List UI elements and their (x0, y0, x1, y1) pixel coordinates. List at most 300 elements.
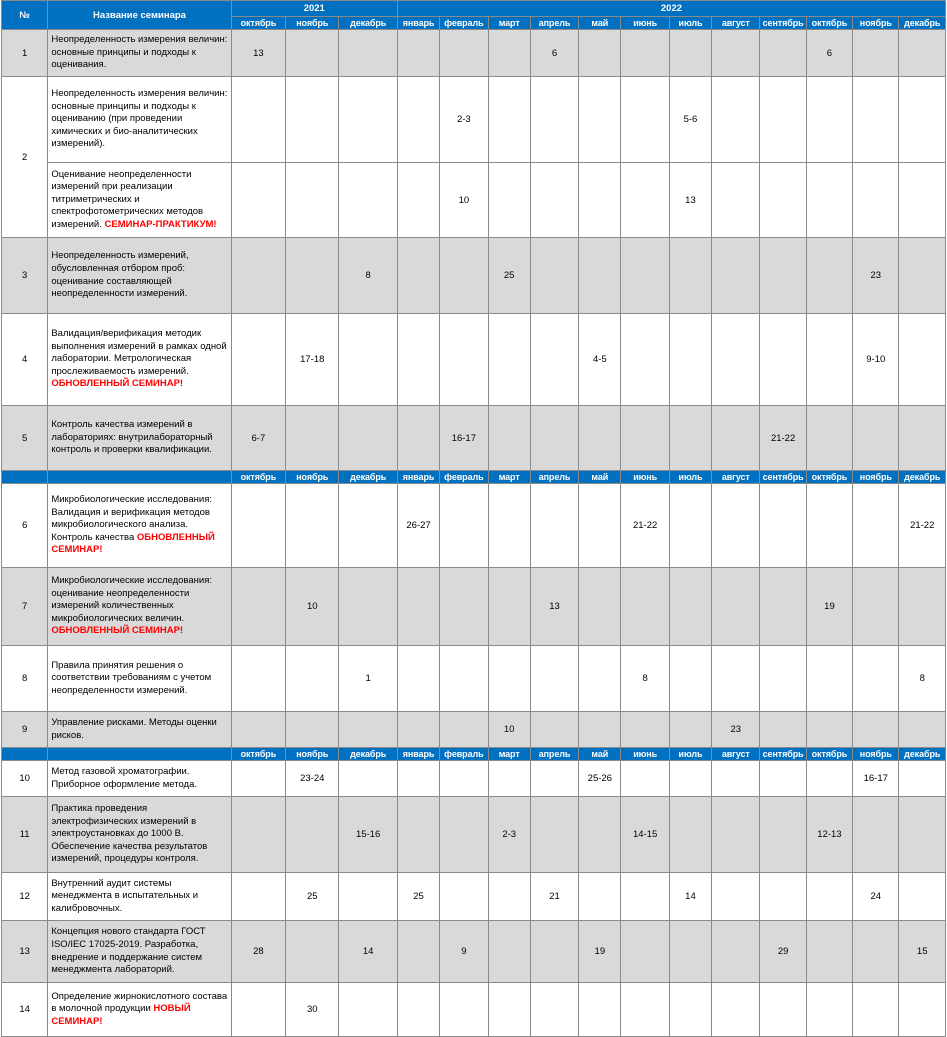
schedule-date-cell (712, 568, 760, 646)
schedule-date-cell (488, 30, 530, 77)
schedule-date-cell (621, 77, 669, 163)
schedule-date-cell: 16-17 (440, 406, 488, 471)
schedule-date-cell (853, 163, 899, 238)
schedule-date-cell: 15-16 (339, 797, 397, 873)
seminar-name (48, 921, 231, 983)
name-column-header: Название семинара (48, 1, 231, 30)
schedule-date-cell: 21-22 (760, 406, 806, 471)
seminar-number: 12 (2, 873, 48, 921)
month-header: февраль (440, 748, 488, 761)
schedule-date-cell (579, 646, 621, 712)
schedule-date-cell (899, 873, 946, 921)
schedule-date-cell (579, 797, 621, 873)
schedule-date-cell (397, 646, 439, 712)
schedule-date-cell (621, 238, 669, 314)
month-header: ноябрь (853, 471, 899, 484)
schedule-date-cell (712, 163, 760, 238)
schedule-date-cell (899, 983, 946, 1037)
seminar-highlight: ОБНОВЛЕННЫЙ СЕМИНАР! (51, 378, 184, 390)
schedule-date-cell (899, 761, 946, 797)
schedule-date-cell (530, 77, 578, 163)
seminar-highlight: ОБНОВЛЕННЫЙ СЕМИНАР! (51, 625, 184, 637)
seminar-number: 14 (2, 983, 48, 1037)
schedule-date-cell: 8 (899, 646, 946, 712)
schedule-date-cell: 6 (806, 30, 852, 77)
schedule-date-cell (286, 484, 339, 568)
seminar-name (48, 568, 231, 646)
month-header: январь (397, 748, 439, 761)
seminar-name (48, 163, 231, 238)
schedule-date-cell (669, 797, 711, 873)
seminar-row (2, 406, 946, 471)
schedule-date-cell (712, 646, 760, 712)
month-header: июль (669, 748, 711, 761)
schedule-date-cell (579, 163, 621, 238)
schedule-date-cell (853, 712, 899, 748)
schedule-date-cell (488, 921, 530, 983)
schedule-date-cell (621, 873, 669, 921)
month-header: август (712, 748, 760, 761)
schedule-date-cell (760, 238, 806, 314)
month-header: август (712, 471, 760, 484)
schedule-date-cell (579, 712, 621, 748)
schedule-date-cell (760, 30, 806, 77)
schedule-date-cell (397, 983, 439, 1037)
schedule-date-cell (760, 646, 806, 712)
month-header: октябрь (231, 748, 285, 761)
schedule-date-cell: 30 (286, 983, 339, 1037)
schedule-date-cell (806, 873, 852, 921)
month-header: декабрь (339, 16, 397, 29)
schedule-date-cell (669, 406, 711, 471)
schedule-date-cell: 10 (286, 568, 339, 646)
seminar-row (2, 646, 946, 712)
year-header-row (2, 1, 946, 17)
schedule-date-cell (760, 77, 806, 163)
schedule-date-cell (760, 797, 806, 873)
schedule-date-cell (621, 761, 669, 797)
schedule-date-cell (440, 646, 488, 712)
schedule-date-cell (806, 314, 852, 406)
month-header: июль (669, 16, 711, 29)
month-header: апрель (530, 748, 578, 761)
schedule-date-cell (231, 983, 285, 1037)
schedule-date-cell (669, 712, 711, 748)
schedule-date-cell: 8 (339, 238, 397, 314)
seminar-name (48, 30, 231, 77)
seminar-name-text: Управление рисками. Методы оценки рисков. (51, 716, 217, 741)
seminar-number: 3 (2, 238, 48, 314)
schedule-date-cell (397, 30, 439, 77)
schedule-date-cell: 9 (440, 921, 488, 983)
schedule-date-cell (853, 797, 899, 873)
month-header: август (712, 16, 760, 29)
seminar-number: 13 (2, 921, 48, 983)
schedule-date-cell (339, 484, 397, 568)
seminar-name (48, 484, 231, 568)
seminar-name-text: Практика проведения электрофизических измерений в электроустановках до 1000 В. Обеспечение качества результатов измерений, процедуры контроля. (51, 803, 208, 865)
schedule-date-cell (899, 77, 946, 163)
schedule-date-cell: 6 (530, 30, 578, 77)
seminar-name-text: Неопределенность измерений, обусловленная отбором проб: оценивание составляющей неопределенности измерений. (51, 250, 189, 300)
seminar-row (2, 77, 946, 163)
seminar-number: 9 (2, 712, 48, 748)
seminar-number: 8 (2, 646, 48, 712)
schedule-date-cell (760, 761, 806, 797)
schedule-date-cell (488, 77, 530, 163)
schedule-date-cell (231, 761, 285, 797)
schedule-date-cell (488, 406, 530, 471)
schedule-date-cell (621, 314, 669, 406)
schedule-date-cell (488, 646, 530, 712)
schedule-date-cell: 5-6 (669, 77, 711, 163)
month-header: октябрь (231, 16, 285, 29)
schedule-date-cell (530, 797, 578, 873)
schedule-date-cell: 17-18 (286, 314, 339, 406)
month-header: май (579, 748, 621, 761)
schedule-date-cell (712, 406, 760, 471)
schedule-date-cell: 14 (339, 921, 397, 983)
seminar-row (2, 30, 946, 77)
schedule-date-cell (397, 797, 439, 873)
month-header: февраль (440, 471, 488, 484)
schedule-date-cell (579, 77, 621, 163)
schedule-date-cell (806, 484, 852, 568)
schedule-date-cell (621, 568, 669, 646)
schedule-date-cell: 21 (530, 873, 578, 921)
schedule-date-cell (760, 983, 806, 1037)
schedule-date-cell (339, 712, 397, 748)
schedule-date-cell (231, 797, 285, 873)
schedule-date-cell (579, 484, 621, 568)
month-header: май (579, 471, 621, 484)
seminar-number: 10 (2, 761, 48, 797)
schedule-date-cell (806, 712, 852, 748)
month-header: декабрь (899, 471, 946, 484)
schedule-date-cell (488, 983, 530, 1037)
schedule-date-cell (669, 921, 711, 983)
schedule-date-cell: 24 (853, 873, 899, 921)
schedule-date-cell (712, 484, 760, 568)
schedule-date-cell (712, 797, 760, 873)
schedule-date-cell (231, 712, 285, 748)
schedule-date-cell (231, 238, 285, 314)
schedule-date-cell (579, 983, 621, 1037)
month-header: декабрь (899, 748, 946, 761)
schedule-date-cell (579, 238, 621, 314)
schedule-date-cell (899, 314, 946, 406)
schedule-date-cell (530, 406, 578, 471)
schedule-date-cell (440, 314, 488, 406)
schedule-date-cell (712, 761, 760, 797)
seminar-name-text: Метод газовой хроматографии. Приборное оформление метода. (51, 765, 197, 790)
schedule-date-cell (853, 30, 899, 77)
seminar-number: 1 (2, 30, 48, 77)
seminar-name (48, 712, 231, 748)
schedule-date-cell: 13 (669, 163, 711, 238)
schedule-date-cell (231, 163, 285, 238)
month-header: декабрь (339, 748, 397, 761)
schedule-date-cell: 23-24 (286, 761, 339, 797)
separator-blank (48, 471, 231, 484)
schedule-date-cell (339, 314, 397, 406)
seminar-row (2, 921, 946, 983)
month-header: март (488, 748, 530, 761)
month-header: март (488, 471, 530, 484)
schedule-date-cell (579, 568, 621, 646)
seminar-name (48, 646, 231, 712)
schedule-date-cell (440, 484, 488, 568)
schedule-date-cell (579, 406, 621, 471)
schedule-date-cell (530, 921, 578, 983)
month-header: июнь (621, 748, 669, 761)
schedule-date-cell (621, 406, 669, 471)
schedule-date-cell (339, 163, 397, 238)
schedule-date-cell (806, 406, 852, 471)
schedule-date-cell (397, 761, 439, 797)
schedule-date-cell (621, 163, 669, 238)
schedule-date-cell (806, 163, 852, 238)
seminar-name-text: Оценивание неопределенности измерений при реализации титриметрических и спектрофотометрических методов измерений. (51, 168, 204, 230)
schedule-date-cell (488, 314, 530, 406)
schedule-date-cell (899, 797, 946, 873)
schedule-date-cell (286, 30, 339, 77)
schedule-date-cell (397, 77, 439, 163)
seminar-name (48, 761, 231, 797)
seminar-row (2, 484, 946, 568)
month-header: октябрь (806, 748, 852, 761)
month-header: ноябрь (286, 748, 339, 761)
seminar-name-text: Внутренний аудит системы менеджмента в испытательных и калибровочных. (51, 877, 199, 914)
schedule-date-cell (712, 77, 760, 163)
month-header: июнь (621, 471, 669, 484)
schedule-date-cell (286, 238, 339, 314)
schedule-date-cell (899, 163, 946, 238)
seminar-number: 2 (2, 77, 48, 238)
schedule-body (2, 30, 946, 1037)
seminar-name-text: Правила принятия решения о соответствии требованиям с учетом неопределенности измерений. (51, 659, 212, 696)
seminar-name (48, 983, 231, 1037)
schedule-date-cell (760, 873, 806, 921)
schedule-date-cell (339, 761, 397, 797)
schedule-date-cell (712, 983, 760, 1037)
month-header: октябрь (806, 16, 852, 29)
schedule-date-cell (669, 983, 711, 1037)
schedule-date-cell: 19 (579, 921, 621, 983)
schedule-date-cell (669, 30, 711, 77)
seminar-schedule-table (1, 0, 946, 1037)
schedule-date-cell (397, 406, 439, 471)
seminar-name-text: Концепция нового стандарта ГОСТ ISO/IEC 17025-2019. Разработка, внедрение и поддержание систем менеджмента лабораторий. (51, 926, 206, 976)
schedule-date-cell (530, 646, 578, 712)
month-header: сентябрь (760, 471, 806, 484)
schedule-date-cell (286, 797, 339, 873)
month-header: апрель (530, 16, 578, 29)
schedule-date-cell (760, 712, 806, 748)
separator-blank (2, 748, 48, 761)
schedule-date-cell (231, 314, 285, 406)
schedule-date-cell (712, 921, 760, 983)
seminar-name-text: Неопределенность измерения величин: основные принципы и подходы к оцениванию (при проведении химических и био-аналитических измерений). (51, 88, 228, 150)
month-separator-row (2, 748, 946, 761)
schedule-date-cell (712, 30, 760, 77)
seminar-number: 7 (2, 568, 48, 646)
schedule-date-cell (760, 484, 806, 568)
schedule-date-cell (488, 163, 530, 238)
schedule-date-cell (899, 568, 946, 646)
schedule-date-cell (712, 873, 760, 921)
schedule-date-cell: 21-22 (899, 484, 946, 568)
schedule-date-cell: 12-13 (806, 797, 852, 873)
seminar-name (48, 406, 231, 471)
seminar-highlight: ОБНОВЛЕННЫЙ СЕМИНАР! (51, 531, 215, 556)
month-header: декабрь (339, 471, 397, 484)
schedule-date-cell (853, 406, 899, 471)
schedule-date-cell (530, 238, 578, 314)
schedule-date-cell (339, 77, 397, 163)
month-header: ноябрь (853, 16, 899, 29)
schedule-date-cell: 25 (397, 873, 439, 921)
schedule-date-cell (806, 77, 852, 163)
schedule-date-cell: 29 (760, 921, 806, 983)
seminar-row (2, 761, 946, 797)
schedule-date-cell: 6-7 (231, 406, 285, 471)
seminar-row (2, 797, 946, 873)
schedule-date-cell (231, 568, 285, 646)
seminar-name (48, 238, 231, 314)
schedule-date-cell (440, 712, 488, 748)
seminar-number: 4 (2, 314, 48, 406)
schedule-date-cell: 2-3 (488, 797, 530, 873)
seminar-name-text: Контроль качества измерений в лабораториях: внутрилабораторный контроль и проверки квалификации. (51, 419, 213, 456)
schedule-date-cell (853, 77, 899, 163)
month-header: июль (669, 471, 711, 484)
schedule-date-cell (669, 568, 711, 646)
seminar-name (48, 797, 231, 873)
schedule-date-cell: 23 (712, 712, 760, 748)
month-header: апрель (530, 471, 578, 484)
schedule-date-cell (899, 406, 946, 471)
month-header: январь (397, 16, 439, 29)
seminar-name-text: Определение жирнокислотного состава в молочной продукции (51, 990, 228, 1015)
schedule-date-cell (530, 761, 578, 797)
schedule-date-cell (760, 163, 806, 238)
month-header: ноябрь (286, 471, 339, 484)
schedule-date-cell (286, 921, 339, 983)
num-column-header: № (2, 1, 48, 30)
schedule-date-cell (760, 568, 806, 646)
schedule-date-cell (806, 983, 852, 1037)
schedule-date-cell (488, 761, 530, 797)
month-header: декабрь (899, 16, 946, 29)
schedule-date-cell: 9-10 (853, 314, 899, 406)
schedule-date-cell (669, 238, 711, 314)
schedule-date-cell (621, 30, 669, 77)
month-header: сентябрь (760, 748, 806, 761)
schedule-date-cell: 8 (621, 646, 669, 712)
schedule-date-cell (853, 484, 899, 568)
schedule-date-cell (488, 484, 530, 568)
schedule-date-cell (669, 314, 711, 406)
seminar-name-text: Неопределенность измерения величин: основные принципы и подходы к оценивания. (51, 34, 228, 71)
seminar-name-text: Микробиологические исследования: оценивание неопределенности измерений количественных микробиологических величин. (51, 575, 212, 624)
schedule-date-cell (397, 238, 439, 314)
month-header: сентябрь (760, 16, 806, 29)
seminar-row (2, 163, 946, 238)
schedule-date-cell: 25-26 (579, 761, 621, 797)
schedule-date-cell (760, 314, 806, 406)
schedule-date-cell: 28 (231, 921, 285, 983)
year-2022-header: 2022 (397, 1, 945, 17)
schedule-date-cell: 26-27 (397, 484, 439, 568)
schedule-date-cell (530, 314, 578, 406)
schedule-date-cell (579, 30, 621, 77)
schedule-date-cell (669, 761, 711, 797)
schedule-date-cell (712, 238, 760, 314)
schedule-date-cell (286, 712, 339, 748)
schedule-date-cell (339, 568, 397, 646)
seminar-number: 5 (2, 406, 48, 471)
schedule-date-cell (669, 646, 711, 712)
seminar-row (2, 983, 946, 1037)
schedule-date-cell (440, 983, 488, 1037)
separator-blank (2, 471, 48, 484)
seminar-row (2, 314, 946, 406)
schedule-date-cell (397, 568, 439, 646)
schedule-date-cell (488, 873, 530, 921)
month-header: ноябрь (286, 16, 339, 29)
month-header: октябрь (806, 471, 852, 484)
month-separator-row (2, 471, 946, 484)
seminar-row (2, 873, 946, 921)
schedule-date-cell: 16-17 (853, 761, 899, 797)
schedule-date-cell: 2-3 (440, 77, 488, 163)
schedule-date-cell (899, 30, 946, 77)
schedule-date-cell (806, 761, 852, 797)
seminar-highlight: СЕМИНАР-ПРАКТИКУМ! (104, 218, 217, 230)
schedule-date-cell (231, 873, 285, 921)
schedule-date-cell (806, 921, 852, 983)
schedule-date-cell: 19 (806, 568, 852, 646)
schedule-date-cell (286, 646, 339, 712)
schedule-date-cell (397, 921, 439, 983)
seminar-name (48, 873, 231, 921)
schedule-date-cell (899, 712, 946, 748)
month-header: февраль (440, 16, 488, 29)
schedule-date-cell: 25 (488, 238, 530, 314)
schedule-date-cell: 21-22 (621, 484, 669, 568)
schedule-date-cell: 15 (899, 921, 946, 983)
schedule-date-cell (339, 406, 397, 471)
schedule-date-cell (440, 873, 488, 921)
schedule-date-cell (440, 238, 488, 314)
schedule-date-cell: 13 (530, 568, 578, 646)
schedule-date-cell: 1 (339, 646, 397, 712)
schedule-date-cell: 10 (488, 712, 530, 748)
schedule-date-cell: 25 (286, 873, 339, 921)
schedule-date-cell (231, 484, 285, 568)
separator-blank (48, 748, 231, 761)
schedule-date-cell (853, 646, 899, 712)
schedule-date-cell (488, 568, 530, 646)
schedule-date-cell (621, 983, 669, 1037)
schedule-date-cell (621, 921, 669, 983)
month-header: март (488, 16, 530, 29)
schedule-date-cell (579, 873, 621, 921)
schedule-date-cell (621, 712, 669, 748)
seminar-name-text: Валидация/верификация методик выполнения измерений в рамках одной лаборатории. Метрологическая прослеживаемость измерений. (51, 328, 227, 377)
seminar-name-text: Микробиологические исследования: Валидация и верификация методов микробиологического анализа. Контроль качества (51, 494, 212, 543)
